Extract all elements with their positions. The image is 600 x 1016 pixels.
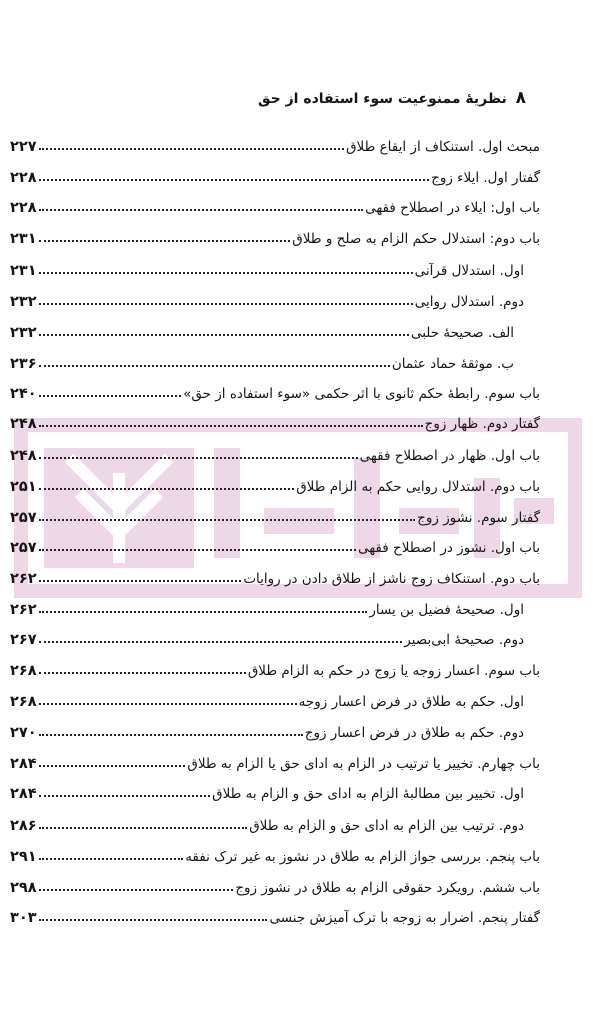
- toc-entry: [10, 406, 540, 432]
- toc-entry-title: اول. استدلال قرآنی: [414, 263, 524, 279]
- toc-entry: [10, 160, 540, 186]
- toc-entry-page: ۲۳۱: [10, 231, 37, 247]
- toc-entry: [10, 839, 540, 865]
- toc-entry: [10, 221, 540, 247]
- toc-entry-title: دوم. ترتیب بین الزام به ادای حق و الزام به طلاق: [249, 818, 524, 834]
- toc-entry: [10, 315, 540, 341]
- toc-entry-page: ۲۸۴: [10, 786, 37, 802]
- toc-entry: [10, 715, 540, 741]
- toc-leader-dots: [39, 303, 413, 305]
- toc-entry-page: ۲۳۱: [10, 263, 37, 279]
- toc-entry-page: ۲۵۱: [10, 479, 37, 495]
- toc-entry-title: گفتار سوم. نشوز زوج: [417, 510, 540, 526]
- toc-entry-page: ۲۳۶: [10, 356, 37, 372]
- toc-leader-dots: [39, 827, 248, 829]
- toc-entry-title: اول. صحیحهٔ فضیل بن یسار: [369, 602, 524, 618]
- toc-entry-page: ۲۹۱: [10, 849, 37, 865]
- toc-entry-page: ۲۶۸: [10, 663, 37, 679]
- toc-entry-page: ۲۷۰: [10, 725, 37, 741]
- toc-entry-page: ۲۵۷: [10, 540, 37, 556]
- toc-leader-dots: [39, 703, 297, 705]
- toc-entry-page: ۲۶۲: [10, 602, 37, 618]
- toc-entry: [10, 190, 540, 216]
- toc-entry: [10, 346, 540, 372]
- toc-leader-dots: [39, 179, 430, 181]
- toc-entry-title: اول. تخییر بین مطالبهٔ الزام به ادای حق و الزام به طلاق: [212, 786, 524, 802]
- toc-entry: [10, 622, 540, 648]
- toc-leader-dots: [39, 889, 234, 891]
- toc-entry: [10, 592, 540, 618]
- toc-entry: [10, 870, 540, 896]
- toc-leader-dots: [39, 457, 358, 459]
- toc-entry-page: ۲۴۰: [10, 386, 37, 402]
- toc-entry-page: ۲۲۸: [10, 200, 37, 216]
- toc-leader-dots: [39, 519, 416, 521]
- toc-entry-page: ۲۸۴: [10, 756, 37, 772]
- toc-leader-dots: [39, 395, 182, 397]
- toc-leader-dots: [39, 209, 364, 211]
- toc-entry-title: گفتار اول. ایلاء زوج: [431, 170, 540, 186]
- toc-entry: [10, 284, 540, 310]
- toc-entry-title: الف. صحیحهٔ حلبی: [410, 325, 514, 341]
- toc-leader-dots: [39, 672, 246, 674]
- toc-entry-page: ۲۶۲: [10, 571, 37, 587]
- toc-leader-dots: [39, 641, 403, 643]
- toc-entry-page: ۲۴۸: [10, 448, 37, 464]
- toc-leader-dots: [39, 240, 291, 242]
- book-title: نظریهٔ ممنوعیت سوء استفاده از حق: [258, 91, 507, 107]
- toc-entry-page: ۲۴۸: [10, 416, 37, 432]
- toc-entry-title: ب. موثقهٔ حماد عثمان: [391, 356, 514, 372]
- toc-leader-dots: [39, 734, 303, 736]
- toc-entry: [10, 469, 540, 495]
- toc-entry: [10, 653, 540, 679]
- toc-leader-dots: [39, 919, 268, 921]
- toc-entry-page: ۲۳۲: [10, 294, 37, 310]
- toc-entry: [10, 746, 540, 772]
- toc-leader-dots: [39, 272, 413, 274]
- toc-entry-title: باب دوم. استنکاف زوج ناشز از طلاق دادن در روایات: [243, 571, 540, 587]
- toc-entry: [10, 776, 540, 802]
- toc-entry-page: ۲۲۸: [10, 170, 37, 186]
- toc-entry-page: ۲۳۲: [10, 325, 37, 341]
- toc-entry: [10, 561, 540, 587]
- toc-entry: [10, 500, 540, 526]
- toc-leader-dots: [39, 580, 242, 582]
- toc-entry-title: باب اول: ایلاء در اصطلاح فقهی: [365, 200, 540, 216]
- toc-leader-dots: [39, 765, 186, 767]
- toc-entry-title: اول. حکم به طلاق در فرض اعسار زوجه: [298, 694, 524, 710]
- toc-leader-dots: [39, 795, 211, 797]
- toc-entry-title: باب سوم. رابطهٔ حکم ثانوی با اثر حکمی «سوء استفاده از حق»: [183, 386, 540, 402]
- toc-entry: [10, 900, 540, 926]
- toc-entry-title: گفتار دوم. ظهار زوج: [424, 416, 540, 432]
- toc-entry-title: دوم. استدلال روایی: [414, 294, 524, 310]
- toc-leader-dots: [39, 488, 295, 490]
- toc-entry-page: ۲۵۷: [10, 510, 37, 526]
- toc-leader-dots: [39, 858, 184, 860]
- toc-entry-title: باب پنجم. بررسی جواز الزام به طلاق در نشوز به غیر ترک نفقه: [185, 849, 540, 865]
- toc-entry: [10, 808, 540, 834]
- toc-entry-title: باب دوم: استدلال حکم الزام به صلح و طلاق: [292, 231, 540, 247]
- toc-entry-page: ۳۰۳: [10, 910, 37, 926]
- toc-entry: [10, 684, 540, 710]
- toc-entry-page: ۲۹۸: [10, 880, 37, 896]
- toc-entry-title: باب اول. نشوز در اصطلاح فقهی: [357, 540, 540, 556]
- toc-entry-page: ۲۲۷: [10, 139, 37, 155]
- toc-leader-dots: [39, 425, 423, 427]
- toc-entry: [10, 438, 540, 464]
- toc-leader-dots: [39, 365, 390, 367]
- toc-entry-page: ۲۶۷: [10, 632, 37, 648]
- toc-entry-title: باب سوم. اعسار زوجه یا زوج در حکم به الزام طلاق: [247, 663, 540, 679]
- toc-leader-dots: [39, 334, 409, 336]
- page-number: ۸: [515, 88, 526, 108]
- toc-entry-title: دوم. حکم به طلاق در فرض اعسار زوج: [304, 725, 524, 741]
- toc-entry: [10, 376, 540, 402]
- toc-entry-title: باب ششم. رویکرد حقوقی الزام به طلاق در نشوز زوج: [235, 880, 540, 896]
- toc-leader-dots: [39, 148, 345, 150]
- toc-entry-page: ۲۶۸: [10, 694, 37, 710]
- running-header: [258, 88, 526, 108]
- toc-leader-dots: [39, 549, 356, 551]
- toc-entry-title: باب دوم. استدلال روایی حکم به الزام طلاق: [296, 479, 540, 495]
- toc-entry-title: باب اول. ظهار در اصطلاح فقهی: [359, 448, 540, 464]
- toc-leader-dots: [39, 611, 368, 613]
- toc-entry: [10, 129, 540, 155]
- toc-entry-title: دوم. صحیحهٔ ابی‌بصیر: [404, 632, 524, 648]
- toc-entry: [10, 253, 540, 279]
- toc-entry-title: باب چهارم. تخییر یا ترتیب در الزام به ادای حق یا الزام به طلاق: [187, 756, 540, 772]
- toc-entry-title: گفتار پنجم. اضرار به زوجه با ترک آمیزش جنسی: [269, 910, 540, 926]
- toc-entry-title: مبحث اول. استنکاف از ایقاع طلاق: [346, 139, 540, 155]
- toc-entry: [10, 530, 540, 556]
- toc-entry-page: ۲۸۶: [10, 818, 37, 834]
